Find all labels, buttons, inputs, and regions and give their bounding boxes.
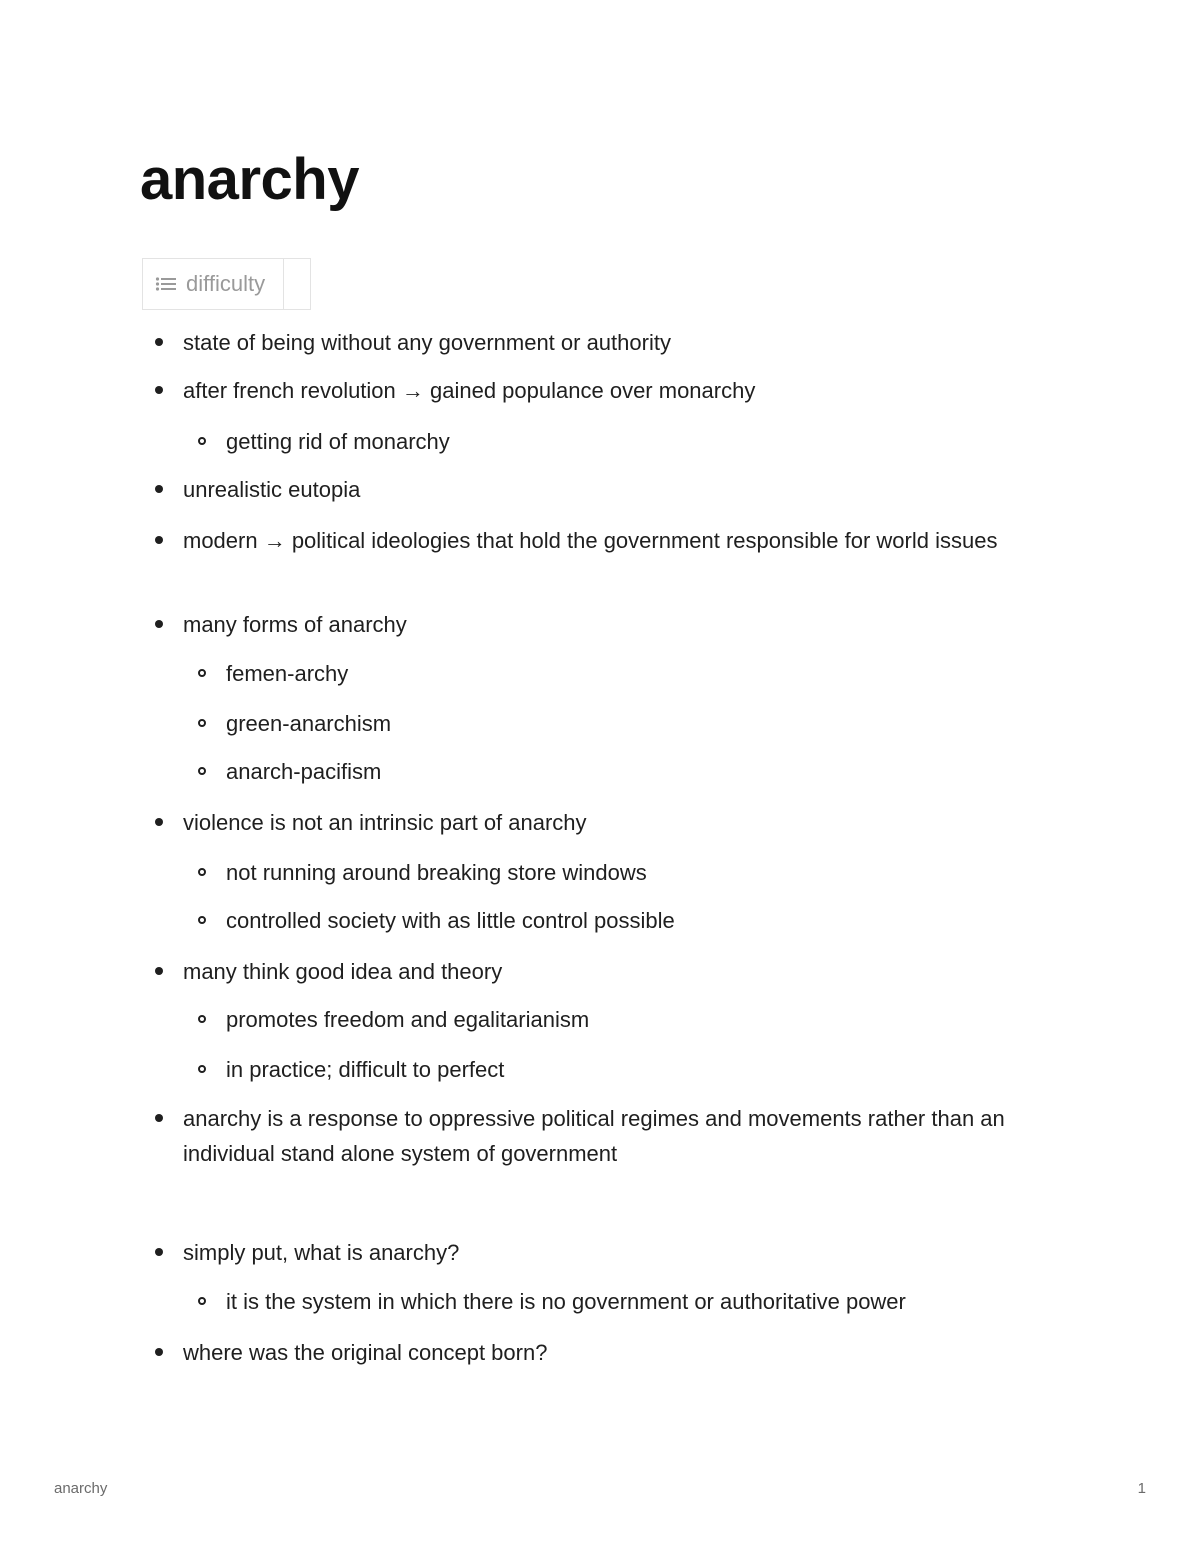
- page-number: 1: [1137, 1480, 1146, 1497]
- note-text: controlled society with as little control possible: [226, 908, 675, 933]
- list-item: [183, 805, 1063, 840]
- note-text: where was the original concept born?: [183, 1340, 548, 1365]
- list-item: [183, 1101, 1063, 1171]
- note-text: many forms of anarchy: [183, 612, 407, 637]
- list-item: [183, 607, 1063, 642]
- bullet-icon: [155, 818, 163, 826]
- note-text: femen-archy: [226, 661, 349, 686]
- list-item: [226, 754, 1086, 789]
- hollow-bullet-icon: [198, 767, 206, 775]
- bullet-icon: [155, 1114, 163, 1122]
- note-text: in practice; difficult to perfect: [226, 1057, 505, 1082]
- note-text: anarchy is a response to oppressive political regimes and movements rather than an individual stand alone system of government: [183, 1106, 1005, 1166]
- note-text: promotes freedom and egalitarianism: [226, 1007, 590, 1032]
- note-text: modern → political ideologies that hold the government responsible for world issues: [183, 528, 998, 553]
- list-item: [183, 373, 1063, 408]
- property-label: difficulty: [186, 271, 266, 296]
- hollow-bullet-icon: [198, 719, 206, 727]
- bullet-icon: [155, 620, 163, 628]
- list-item: [226, 1052, 1086, 1087]
- note-text: anarch-pacifism: [226, 759, 382, 784]
- note-text: not running around breaking store windows: [226, 860, 647, 885]
- note-text: state of being without any government or authority: [183, 330, 671, 355]
- hollow-bullet-icon: [198, 1015, 206, 1023]
- property-value[interactable]: [284, 259, 310, 309]
- list-item: [226, 424, 1086, 459]
- property-key: [143, 259, 284, 309]
- list-item: [183, 1335, 1063, 1370]
- bullet-icon: [155, 536, 163, 544]
- hollow-bullet-icon: [198, 669, 206, 677]
- list-item: [226, 1002, 1086, 1037]
- footer-title: anarchy: [54, 1480, 108, 1497]
- note-text: many think good idea and theory: [183, 959, 503, 984]
- bullet-icon: [155, 485, 163, 493]
- note-text: unrealistic eutopia: [183, 477, 361, 502]
- bullet-icon: [155, 967, 163, 975]
- bullet-icon: [155, 338, 163, 346]
- list-item: [183, 1235, 1063, 1270]
- hollow-bullet-icon: [198, 868, 206, 876]
- list-item: [183, 523, 1063, 558]
- list-item: [226, 1284, 1086, 1319]
- hollow-bullet-icon: [198, 437, 206, 445]
- hollow-bullet-icon: [198, 1297, 206, 1305]
- bullet-icon: [155, 1348, 163, 1356]
- property-difficulty[interactable]: [142, 258, 311, 310]
- list-icon: [155, 275, 177, 293]
- list-item: [226, 903, 1086, 938]
- list-item: [226, 855, 1086, 890]
- page-title: anarchy: [140, 147, 359, 212]
- list-item: [226, 656, 1086, 691]
- note-text: violence is not an intrinsic part of anarchy: [183, 810, 587, 835]
- list-item: [183, 325, 1063, 360]
- list-item: [183, 954, 1063, 989]
- list-item: [226, 706, 1086, 741]
- note-text: getting rid of monarchy: [226, 429, 450, 454]
- bullet-icon: [155, 1248, 163, 1256]
- hollow-bullet-icon: [198, 1065, 206, 1073]
- note-text: green-anarchism: [226, 711, 392, 736]
- bullet-icon: [155, 386, 163, 394]
- note-text: simply put, what is anarchy?: [183, 1240, 460, 1265]
- note-text: it is the system in which there is no government or authoritative power: [226, 1289, 906, 1314]
- note-text: after french revolution → gained populance over monarchy: [183, 378, 756, 403]
- list-item: [183, 472, 1063, 507]
- hollow-bullet-icon: [198, 916, 206, 924]
